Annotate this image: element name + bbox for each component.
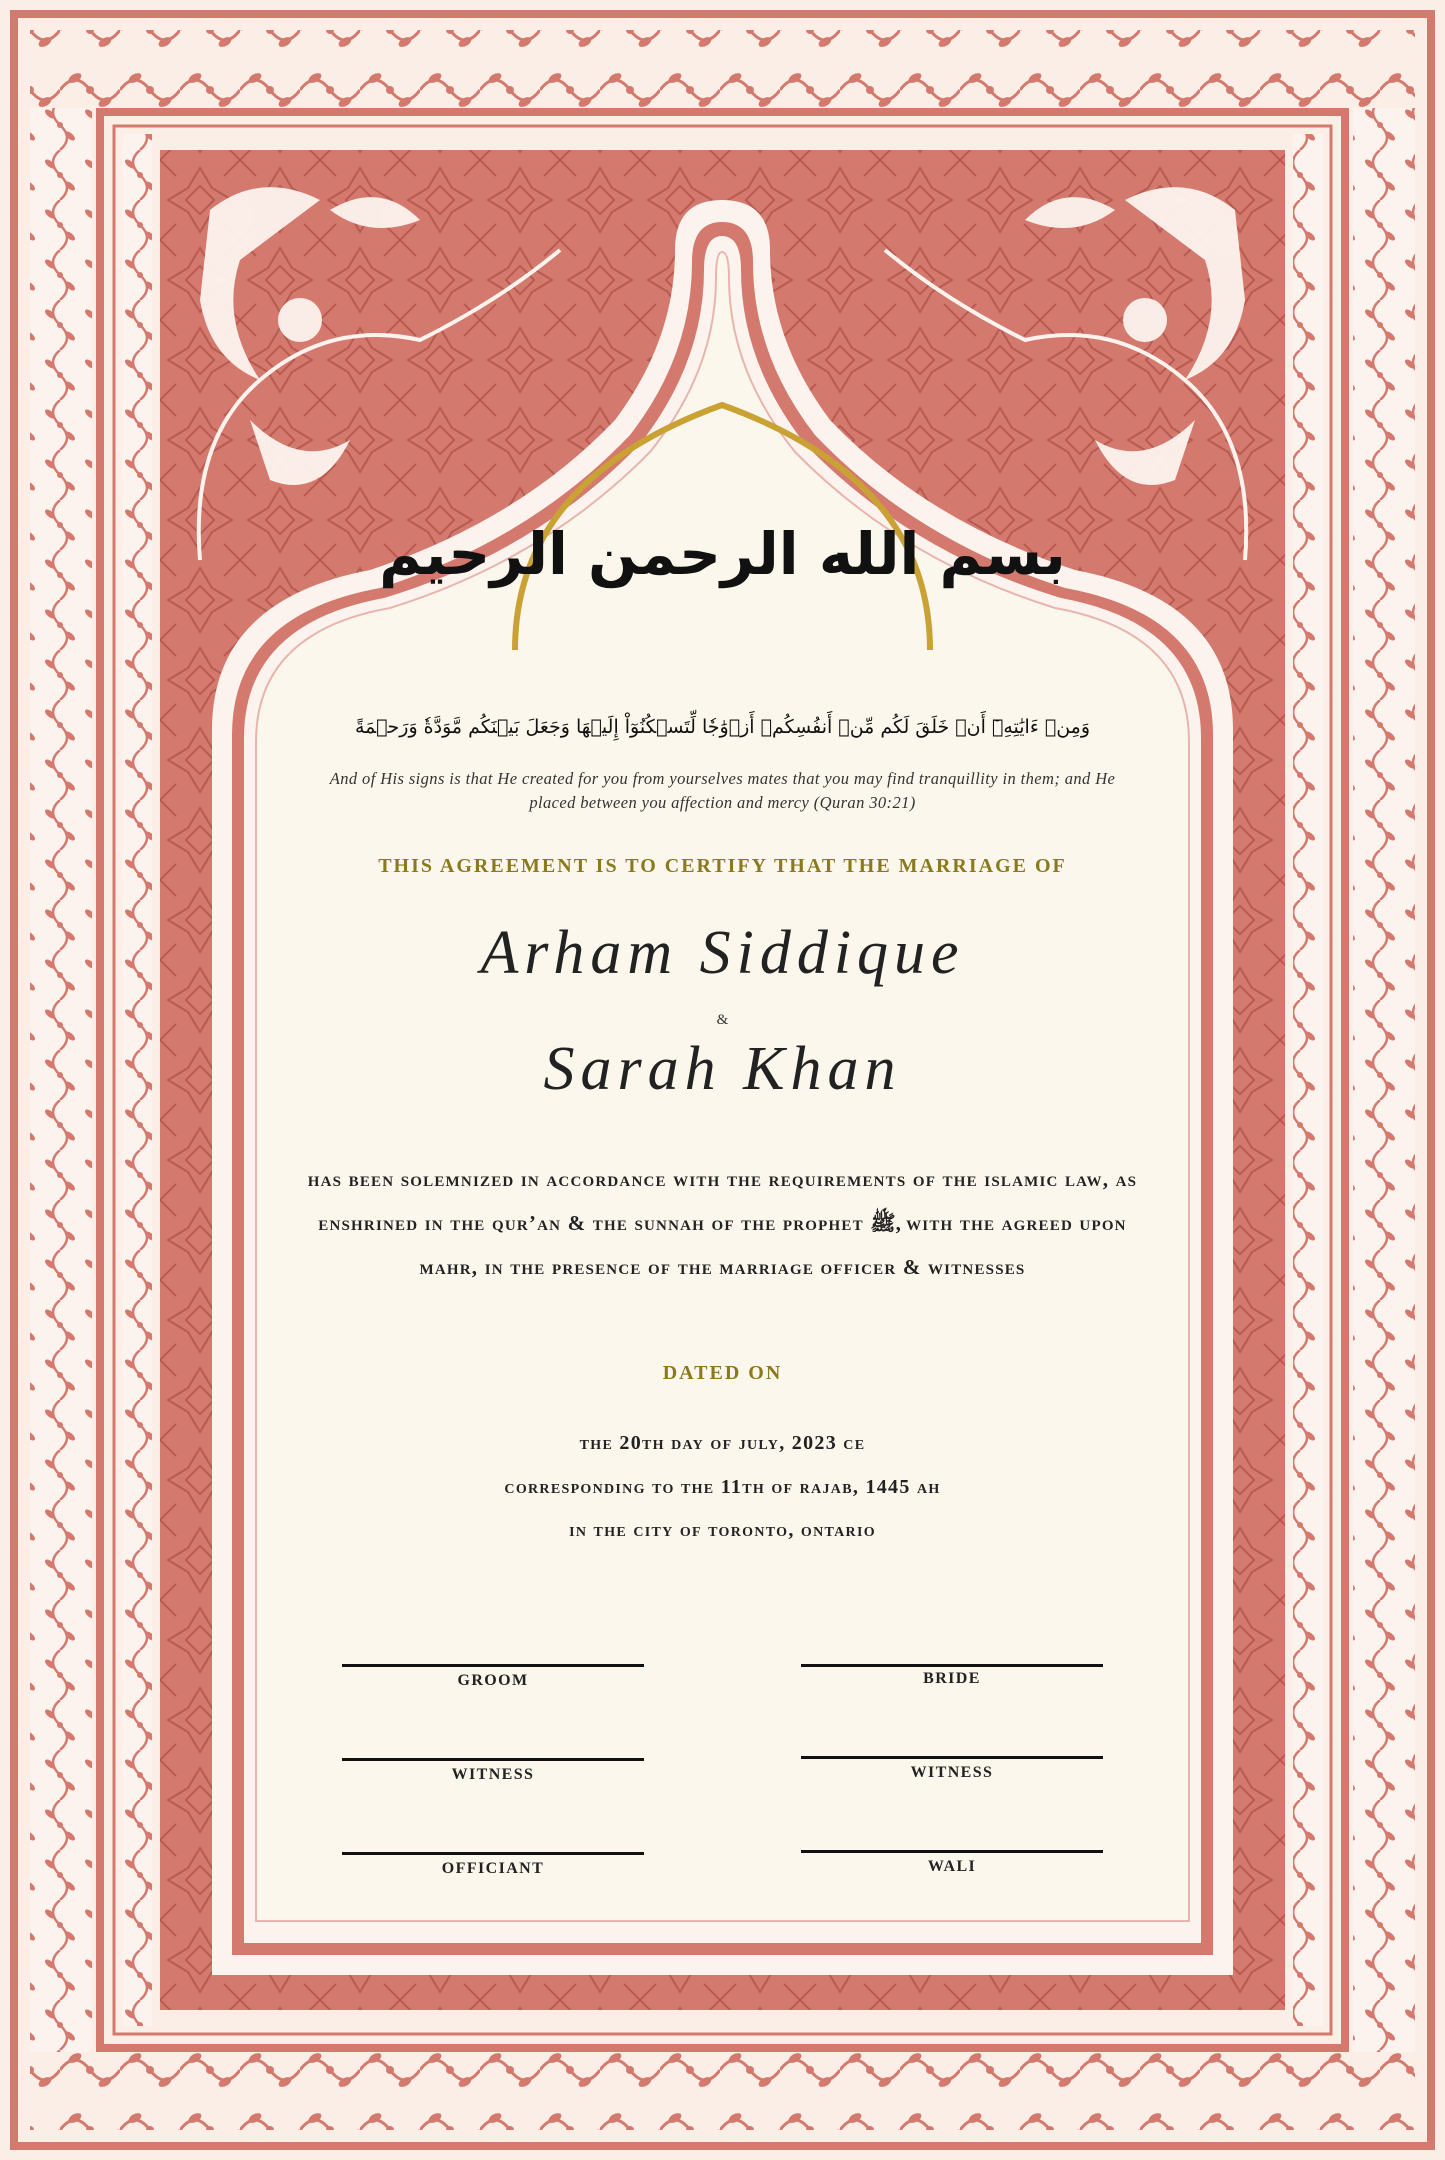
ampersand: & <box>716 1012 729 1028</box>
groom-label: GROOM <box>457 1672 529 1689</box>
bride-label: BRIDE <box>923 1670 981 1687</box>
officiant-signature-line[interactable] <box>342 1852 644 1855</box>
witness-left-label: WITNESS <box>451 1766 535 1783</box>
wali-label: WALI <box>927 1858 977 1875</box>
wali-signature-line[interactable] <box>801 1850 1103 1853</box>
groom-name: Arham Siddique <box>480 919 965 987</box>
date-gregorian: the 20th day of july, 2023 ce <box>579 1432 866 1454</box>
dated-heading: DATED ON <box>662 1362 783 1384</box>
basmala-calligraphy: بسم الله الرحمن الرحيم <box>379 520 1066 588</box>
bride-name: Sarah Khan <box>543 1035 902 1103</box>
bride-signature-line[interactable] <box>801 1664 1103 1667</box>
certify-heading: THIS AGREEMENT IS TO CERTIFY THAT THE MARRIAGE OF <box>378 855 1067 877</box>
witness-left-signature-line[interactable] <box>342 1758 644 1761</box>
witness-right-signature-line[interactable] <box>801 1756 1103 1759</box>
witness-right-label: WITNESS <box>910 1764 994 1781</box>
solemnized-statement: has been solemnized in accordance with the requirements of the islamic law, as enshrined in the qur’an & the sunnah of the prophet ﷺ, with the agreed upon mahr, in the presence of the marriage officer & witnesses <box>307 1167 1138 1279</box>
verse-english: And of His signs is that He created for you from yourselves mates that you may find tranquillity in them; and He placed between you affection and mercy (Quran 30:21) <box>329 769 1116 812</box>
groom-signature-line[interactable] <box>342 1664 644 1667</box>
date-hijri: corresponding to the 11th of rajab, 1445 ah <box>504 1476 941 1498</box>
verse-arabic: وَمِنۡ ءَايَٰتِهِۦٓ أَنۡ خَلَقَ لَكُم مِّنۡ أَنفُسِكُمۡ أَزۡوَٰجٗا لِّتَسۡكُنُوٓاْ إِلَيۡهَا وَجَعَلَ بَيۡنَكُم مَّوَدَّةٗ وَرَحۡمَةً <box>354 716 1091 738</box>
location: in the city of toronto, ontario <box>569 1519 876 1541</box>
officiant-label: OFFICIANT <box>441 1860 545 1877</box>
